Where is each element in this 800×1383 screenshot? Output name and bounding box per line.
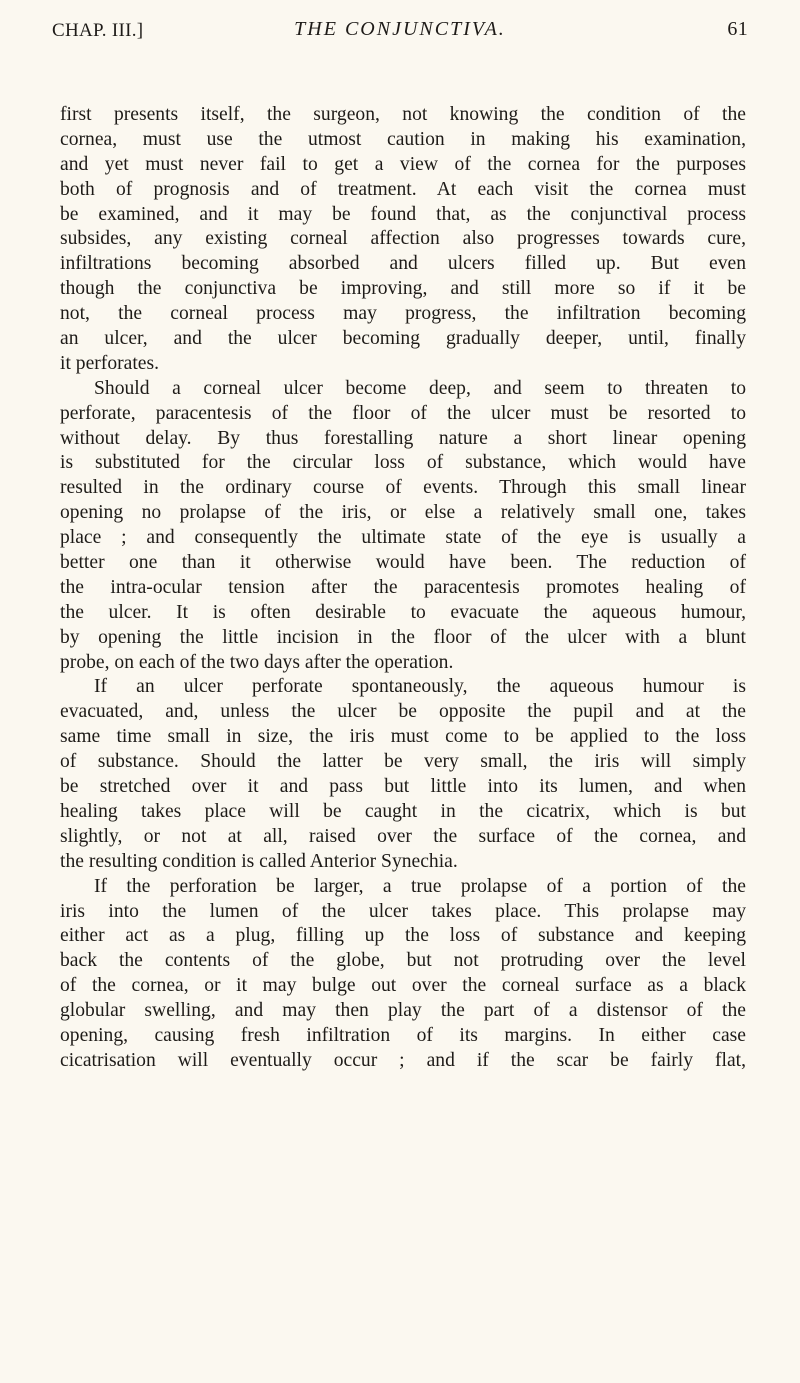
text-line: slightly, or not at all, raised over the surface of the cornea, and: [60, 825, 746, 847]
text-line: both of prognosis and of treatment. At each visit the cornea must: [60, 178, 746, 200]
text-line: it perforates.: [60, 352, 160, 374]
text-line: healing takes place will be caught in the cicatrix, which is but: [60, 800, 746, 822]
text-line: cornea, must use the utmost caution in making his examination,: [60, 128, 746, 150]
text-line: evacuated, and, unless the ulcer be opposite the pupil and at the: [60, 701, 746, 723]
text-line: not, the corneal process may progress, the infiltration becoming: [60, 303, 746, 325]
text-line: same time small in size, the iris must come to be applied to the loss: [60, 726, 746, 748]
text-line: infiltrations becoming absorbed and ulcers filled up. But even: [60, 253, 746, 275]
text-line: the ulcer. It is often desirable to evacuate the aqueous humour,: [60, 601, 746, 623]
text-line: resulted in the ordinary course of events. Through this small linear: [60, 477, 746, 499]
text-line: by opening the little incision in the floor of the ulcer with a blunt: [60, 626, 746, 648]
text-line: opening no prolapse of the iris, or else a relatively small one, takes: [60, 502, 746, 524]
text-line: is substituted for the circular loss of substance, which would have: [60, 452, 746, 474]
text-line: subsides, any existing corneal affection also progresses towards cure,: [60, 228, 746, 250]
text-line: probe, on each of the two days after the operation.: [60, 651, 454, 673]
text-line: the intra-ocular tension after the paracentesis promotes healing of: [60, 576, 746, 598]
text-line: the resulting condition is called Anterior Synechia.: [60, 850, 458, 872]
text-line: of the cornea, or it may bulge out over the corneal surface as a black: [60, 975, 746, 997]
text-line: back the contents of the globe, but not protruding over the level: [60, 950, 746, 972]
chapter-marker: CHAP. III.]: [52, 20, 144, 41]
text-line: either act as a plug, filling up the loss of substance and keeping: [60, 925, 746, 947]
text-line: be examined, and it may be found that, as the conjunctival process: [60, 203, 746, 225]
text-line: perforate, paracentesis of the floor of the ulcer must be resorted to: [60, 402, 746, 424]
text-line: and yet must never fail to get a view of the cornea for the purposes: [60, 153, 746, 175]
text-line: be stretched over it and pass but little into its lumen, and when: [60, 776, 746, 798]
running-head: [52, 14, 748, 44]
text-line: globular swelling, and may then play the part of a distensor of the: [60, 1000, 746, 1022]
text-line: place ; and consequently the ultimate state of the eye is usually a: [60, 527, 746, 549]
text-line: of substance. Should the latter be very small, the iris will simply: [60, 751, 746, 773]
text-line: If the perforation be larger, a true prolapse of a portion of the: [94, 875, 746, 897]
text-line: better one than it otherwise would have been. The reduction of: [60, 552, 746, 574]
body-text: [60, 103, 746, 1074]
text-line: opening, causing fresh infiltration of its margins. In either case: [60, 1024, 746, 1046]
text-line: without delay. By thus forestalling nature a short linear opening: [60, 427, 746, 449]
text-line: Should a corneal ulcer become deep, and seem to threaten to: [94, 377, 746, 399]
text-line: cicatrisation will eventually occur ; and if the scar be fairly flat,: [60, 1049, 746, 1071]
text-line: an ulcer, and the ulcer becoming gradually deeper, until, finally: [60, 328, 746, 350]
page-number: 61: [727, 18, 748, 40]
running-title: THE CONJUNCTIVA.: [294, 18, 506, 40]
text-line: If an ulcer perforate spontaneously, the aqueous humour is: [94, 676, 746, 698]
text-line: iris into the lumen of the ulcer takes place. This prolapse may: [60, 900, 746, 922]
text-line: though the conjunctiva be improving, and still more so if it be: [60, 278, 746, 300]
text-line: first presents itself, the surgeon, not knowing the condition of the: [60, 104, 746, 125]
